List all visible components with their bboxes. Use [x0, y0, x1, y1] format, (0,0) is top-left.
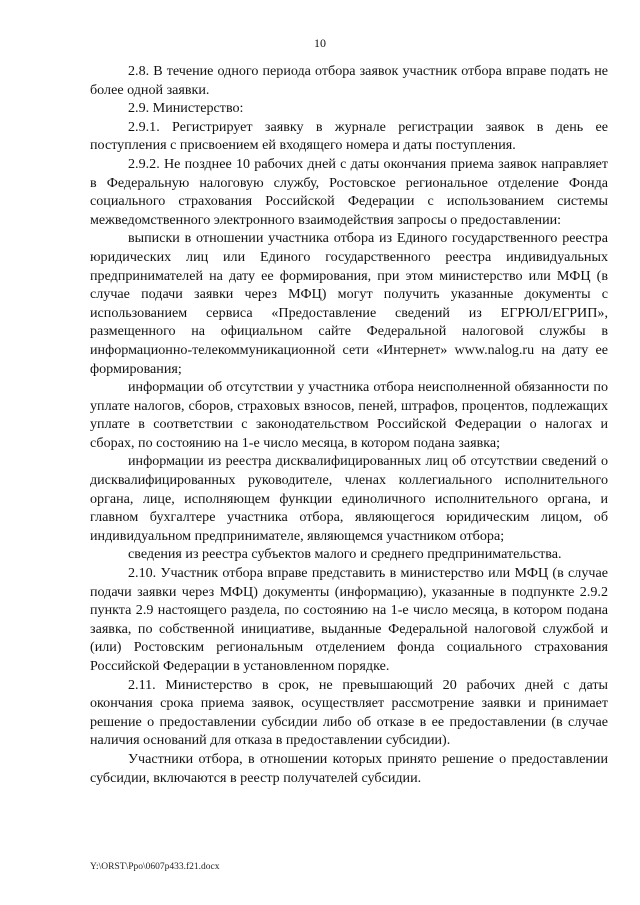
paragraph-2-8: 2.8. В течение одного периода отбора заявок участник отбора вправе подать не более одной заявки. — [90, 63, 608, 98]
list-item-disqualified-persons: информации из реестра дисквалифицированных лиц об отсутствии сведений о дисквалифицированных руководителе, членах коллегиального исполнительного органа, лице, исполняющем функции единоличного исполнительного органа, и главном бухгалтере участника отбора, являющегося юридическим лицом, об индивидуальном предпринимателе, являющемся участником отбора; — [90, 453, 608, 544]
paragraph-2-10: 2.10. Участник отбора вправе представить в министерство или МФЦ (в случае подачи заявки через МФЦ) документы (информацию), указанные в подпункте 2.9.2 пункта 2.9 настоящего раздела, по состоянию на 1-е число месяца, в котором подана заявка, по собственной инициативе, выданные Федеральной налоговой службой и (или) Ростовским региональным отделением фонда социального страхования Российской Федерации в установленном порядке. — [90, 565, 608, 674]
paragraph-2-9-2: 2.9.2. Не позднее 10 рабочих дней с даты окончания приема заявок направляет в Федеральную налоговую службу, Ростовское региональное отделение Фонда социального страхования Российской Федерации с использованием системы межведомственного электронного взаимодействия запросы о предоставлении: — [90, 155, 608, 228]
list-item-egrul-extract: выписки в отношении участника отбора из Единого государственного реестра юридических лиц или Единого государственного реестра индивидуальных предпринимателей на дату ее формирования, при этом министерство или МФЦ (в случае подачи заявки через МФЦ) могут получить указанные документы с использованием сервиса «Предоставление сведений из ЕГРЮЛ/ЕГРИП», размещенного на официальном сайте Федеральной налоговой службы в информационно-телекоммуникационной сети «Интернет» www.nalog.ru на дату ее формирования; — [90, 230, 608, 377]
paragraph-recipients: Участники отбора, в отношении которых принято решение о предоставлении субсидии, включаются в реестр получателей субсидии. — [90, 750, 608, 786]
footer-file-path: Y:\ORST\Ppo\0607p433.f21.docx — [90, 862, 220, 872]
page-number: 10 — [314, 36, 326, 50]
list-item-sme-registry: сведения из реестра субъектов малого и среднего предпринимательства. — [128, 546, 562, 563]
paragraph-2-11: 2.11. Министерство в срок, не превышающий 20 рабочих дней с даты окончания срока приема заявок, осуществляет рассмотрение заявки и принимает решение о предоставлении субсидии либо об отказе в ее предоставлении (в случае наличия оснований для отказа в предоставлении субсидии). — [90, 676, 608, 749]
document-body — [90, 62, 608, 787]
paragraph-2-9-1: 2.9.1. Регистрирует заявку в журнале регистрации заявок в день ее поступления с присвоением ей входящего номера и даты поступления. — [90, 118, 608, 154]
list-item-tax-arrears: информации об отсутствии у участника отбора неисполненной обязанности по уплате налогов, сборов, страховых взносов, пеней, штрафов, процентов, подлежащих уплате в соответствии с законодательством Российской Федерации о налогах и сборах, по состоянию на 1-е число месяца, в котором подана заявка; — [90, 379, 608, 451]
paragraph-2-9: 2.9. Министерство: — [128, 100, 244, 117]
